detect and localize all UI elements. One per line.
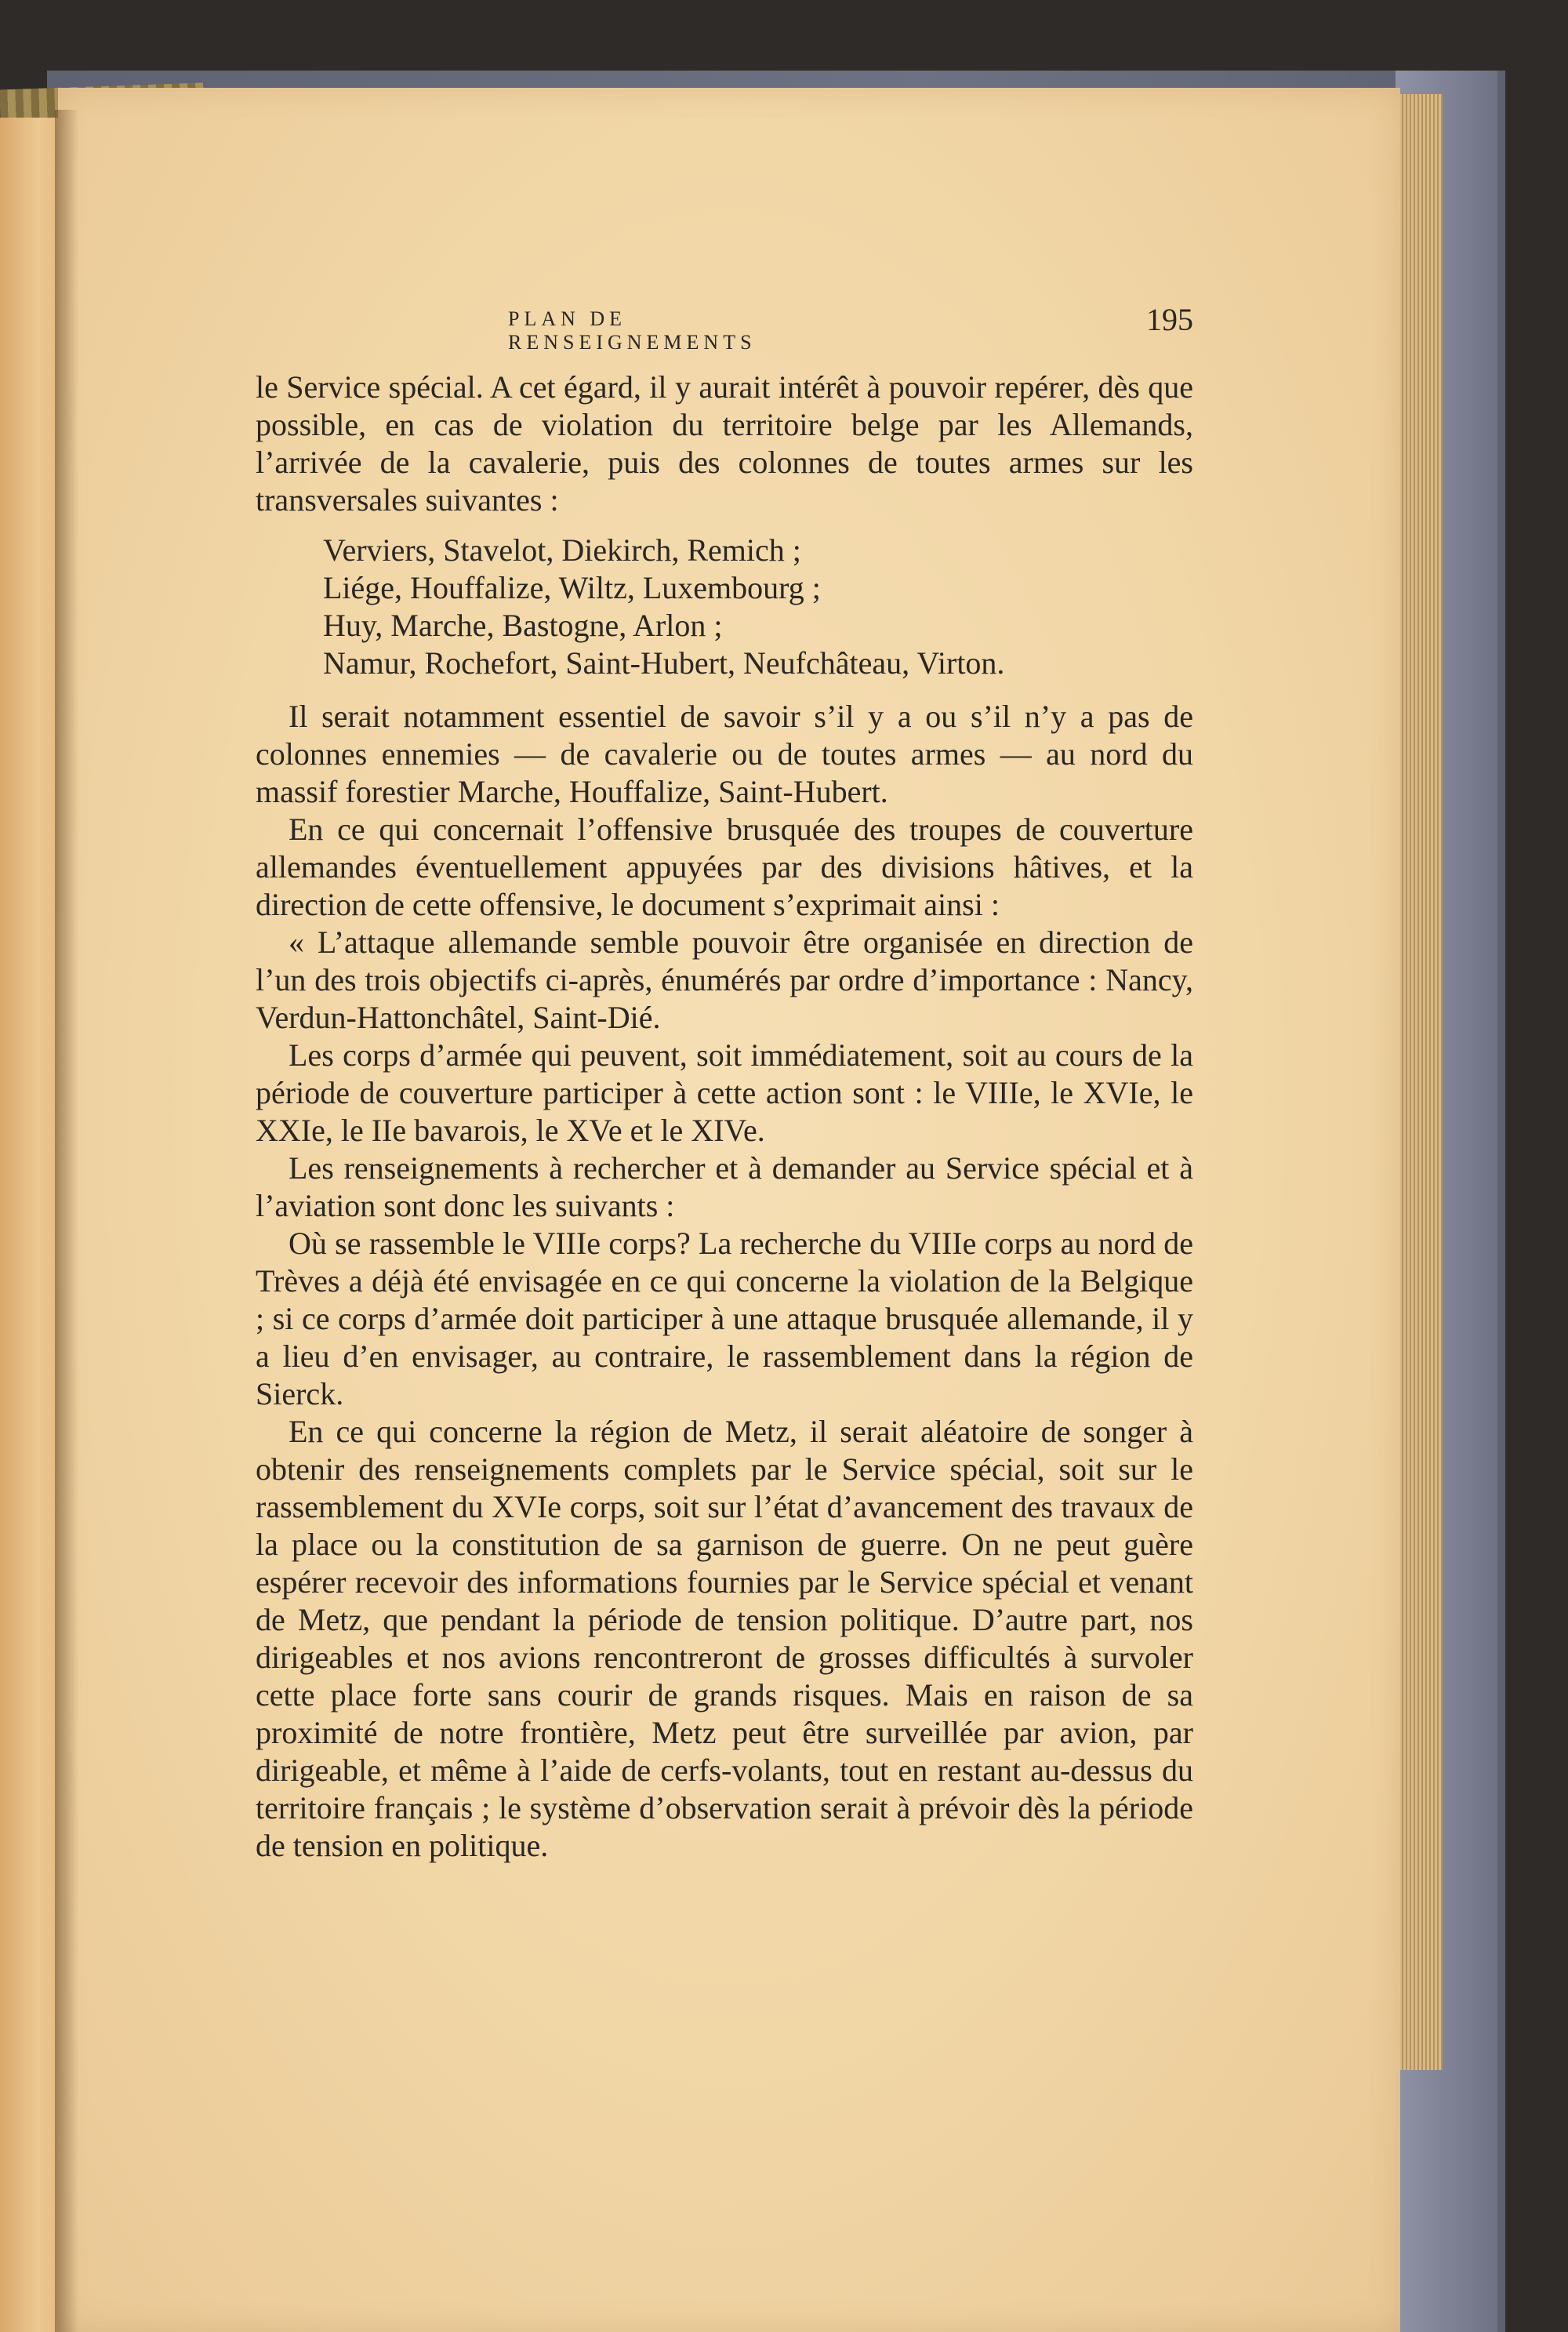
body-text (256, 369, 1193, 1865)
running-title: PLAN DE RENSEIGNEMENTS (508, 307, 757, 354)
transversales-list (256, 532, 1193, 682)
transversale-line: Verviers, Stavelot, Diekirch, Remich ; (323, 532, 801, 568)
paragraph-6: Les renseignements à rechercher et à demander au Service spécial et à l’aviation sont donc les suivants : (256, 1150, 1193, 1223)
paragraph-5: Les corps d’armée qui peuvent, soit immédiatement, soit au cours de la période de couverture participer à cette action sont : le VIIIe, le XVIe, le XXIe, le IIe bavarois, le XVe et le XIVe. (256, 1037, 1193, 1148)
transversale-line: Liége, Houffalize, Wiltz, Luxembourg ; (323, 570, 821, 605)
page-number: 195 (1146, 302, 1193, 337)
page-edges-stack (1396, 94, 1443, 2070)
paragraph-4-quote: « L’attaque allemande semble pouvoir être organisée en direction de l’un des trois objectifs ci-après, énumérés par ordre d’importance : Nancy, Verdun-Hattonchâtel, Saint-Dié. (256, 924, 1193, 1035)
book-gutter-shadow (55, 110, 78, 2332)
paragraph-2: Il serait notamment essentiel de savoir s’il y a ou s’il n’y a pas de colonnes ennemies — de cavalerie ou de toutes armes — au nord du massif forestier Marche, Houffalize, Saint-Hubert. (256, 699, 1193, 809)
paragraph-3: En ce qui concernait l’offensive brusquée des troupes de couverture allemandes éventuellement appuyées par des divisions hâtives, et la direction de cette offensive, le document s’exprimait ainsi : (256, 812, 1193, 922)
paragraph-7: Où se rassemble le VIIIe corps? La recherche du VIIIe corps au nord de Trèves a déjà été envisagée en ce qui concerne la violation de la Belgique ; si ce corps d’armée doit participer à une attaque brusquée allemande, il y a lieu d’en envisager, au contraire, le rassemblement dans la région de Sierck. (256, 1226, 1193, 1411)
paragraph-8: En ce qui concerne la région de Metz, il serait aléatoire de songer à obtenir des renseignements complets par le Service spécial, soit sur le rassemblement du XVIe corps, soit sur l’état d’avancement des travaux de la place ou la constitution de sa garnison de guerre. On ne peut guère espérer recevoir des informations fournies par le Service spécial et venant de Metz, que pendant la période de tension politique. D’autre part, nos dirigeables et nos avions rencontreront de grosses difficultés à survoler cette place forte sans courir de grands risques. Mais en raison de sa proximité de notre frontière, Metz peut être surveillée par avion, par dirigeable, et même à l’aide de cerfs-volants, tout en restant au-dessus du territoire français ; le système d’observation serait à prévoir dès la période de tension en politique. (256, 1414, 1193, 1863)
paragraph-1: le Service spécial. A cet égard, il y aurait intérêt à pouvoir repérer, dès que possible, en cas de violation du territoire belge par les Allemands, l’arrivée de la cavalerie, puis des colonnes de toutes armes sur les transversales suivantes : (256, 369, 1193, 518)
transversale-line: Namur, Rochefort, Saint-Hubert, Neufchâteau, Virton. (323, 645, 1005, 681)
transversale-line: Huy, Marche, Bastogne, Arlon ; (323, 608, 723, 643)
